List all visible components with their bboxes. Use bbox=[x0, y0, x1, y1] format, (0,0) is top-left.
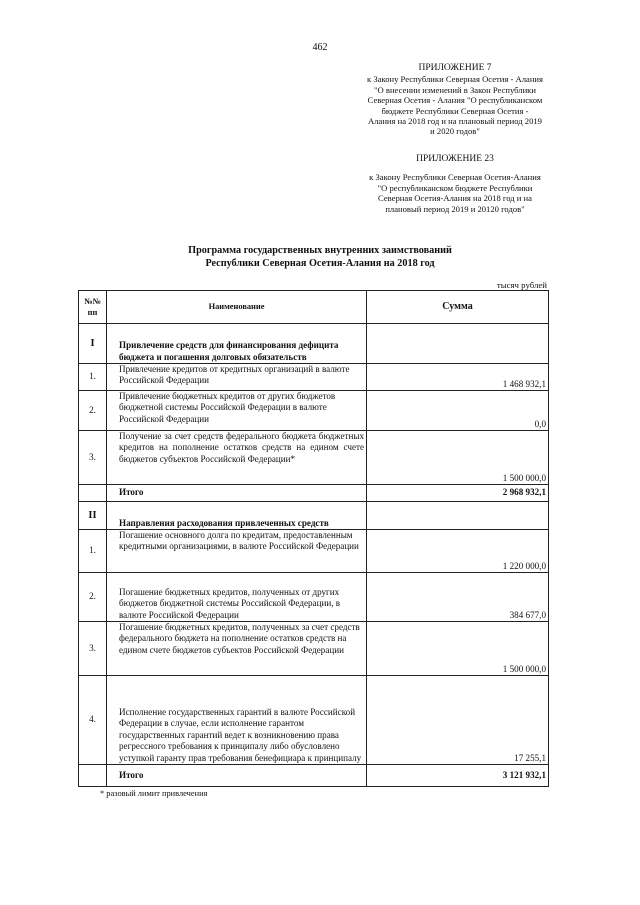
table-row bbox=[79, 364, 549, 391]
row-value: 384 677,0 bbox=[367, 573, 549, 622]
total-label: Итого bbox=[107, 765, 367, 787]
row-value: 0,0 bbox=[367, 391, 549, 431]
row-value: 1 500 000,0 bbox=[367, 431, 549, 485]
section-row bbox=[79, 324, 549, 364]
row-value: 17 255,1 bbox=[367, 676, 549, 765]
row-number: 1. bbox=[79, 530, 107, 573]
row-name: Привлечение кредитов от кредитных организаций в валюте Российской Федерации bbox=[107, 364, 367, 391]
appendix-7-line: Северная Осетия - Алания "О республиканском bbox=[367, 95, 543, 106]
row-number: 2. bbox=[79, 391, 107, 431]
appendix-23-block bbox=[350, 154, 560, 214]
table-row bbox=[79, 676, 549, 765]
row-number: 4. bbox=[79, 676, 107, 765]
section-value bbox=[367, 502, 549, 530]
row-name: Получение за счет средств федерального бюджета бюджетных кредитов на пополнение остатков средств на едином счете бюджетов субъектов Российской Федерации* bbox=[107, 431, 367, 485]
appendix-7-line: бюджете Республики Северная Осетия - bbox=[381, 105, 529, 116]
total-value: 3 121 932,1 bbox=[367, 765, 549, 787]
total-label: Итого bbox=[107, 485, 367, 502]
row-number: 2. bbox=[79, 573, 107, 622]
total-number bbox=[79, 485, 107, 502]
row-name: Погашение бюджетных кредитов, полученных за счет средств федерального бюджета на пополнение остатков средств на едином счете бюджетов субъектов Российской Федерации bbox=[107, 622, 367, 676]
section-number: I bbox=[79, 324, 107, 364]
row-number: 1. bbox=[79, 364, 107, 391]
appendix-7-block bbox=[350, 63, 560, 137]
total-number bbox=[79, 765, 107, 787]
table-row bbox=[79, 573, 549, 622]
section-value bbox=[367, 324, 549, 364]
table-row bbox=[79, 530, 549, 573]
row-value: 1 468 932,1 bbox=[367, 364, 549, 391]
total-row bbox=[79, 485, 549, 502]
row-name: Погашение основного долга по кредитам, предоставленным кредитными организациями, в валюте Российской Федерации bbox=[107, 530, 367, 573]
page-number: 462 bbox=[312, 42, 328, 53]
appendix-7-line: Алания на 2018 год и на плановый период 2019 bbox=[368, 116, 542, 127]
row-value: 1 500 000,0 bbox=[367, 622, 549, 676]
footnote: * разовый лимит привлечения bbox=[100, 789, 208, 798]
appendix-23-line: плановый период 2019 и 20120 годов" bbox=[385, 203, 525, 214]
row-name: Исполнение государственных гарантий в валюте Российской Федерации в случае, если исполнение гарантом государственных гарантий ведет к возникновению права регрессного требования к принципалу либо обусловлено уступкой гаранту прав требования бенефициара к принципалу bbox=[107, 676, 367, 765]
header-number: №№ пп bbox=[79, 291, 107, 324]
table-row bbox=[79, 622, 549, 676]
row-name: Погашение бюджетных кредитов, полученных от других бюджетов бюджетной системы Российской Федерации, в валюте Российской Федерации bbox=[107, 573, 367, 622]
appendix-23-line: к Закону Республики Северная Осетия-Алания bbox=[369, 172, 541, 183]
row-value: 1 220 000,0 bbox=[367, 530, 549, 573]
table-header-row bbox=[79, 291, 549, 324]
appendix-7-heading: ПРИЛОЖЕНИЕ 7 bbox=[418, 63, 492, 73]
total-value: 2 968 932,1 bbox=[367, 485, 549, 502]
units-label: тысяч рублей bbox=[496, 280, 547, 290]
title-line-1: Программа государственных внутренних заимствований bbox=[188, 245, 452, 256]
appendix-7-line: "О внесении изменений в Закон Республики bbox=[374, 84, 536, 95]
section-name: Направления расходования привлеченных средств bbox=[107, 502, 367, 530]
appendix-23-line: "О республиканском бюджете Республики bbox=[377, 182, 533, 193]
appendix-7-line: и 2020 годов" bbox=[430, 126, 480, 137]
title-line-2: Республики Северная Осетия-Алания на 2018 год bbox=[205, 257, 435, 269]
document-title bbox=[100, 245, 540, 270]
borrowing-program-table bbox=[78, 290, 549, 787]
header-name: Наименование bbox=[107, 291, 367, 324]
row-number: 3. bbox=[79, 431, 107, 485]
appendix-7-line: к Закону Республики Северная Осетия - Алания bbox=[367, 74, 543, 85]
section-name: Привлечение средств для финансирования дефицита бюджета и погашения долговых обязательств bbox=[107, 324, 367, 364]
row-name: Привлечение бюджетных кредитов от других бюджетов бюджетной системы Российской Федерации в валюте Российской Федерации bbox=[107, 391, 367, 431]
row-number: 3. bbox=[79, 622, 107, 676]
appendix-23-line: Северная Осетия-Алания на 2018 год и на bbox=[378, 193, 532, 204]
header-sum: Сумма bbox=[367, 291, 549, 324]
table-row bbox=[79, 391, 549, 431]
section-row bbox=[79, 502, 549, 530]
total-row bbox=[79, 765, 549, 787]
section-number: II bbox=[79, 502, 107, 530]
table-row bbox=[79, 431, 549, 485]
appendix-23-heading: ПРИЛОЖЕНИЕ 23 bbox=[416, 154, 494, 164]
